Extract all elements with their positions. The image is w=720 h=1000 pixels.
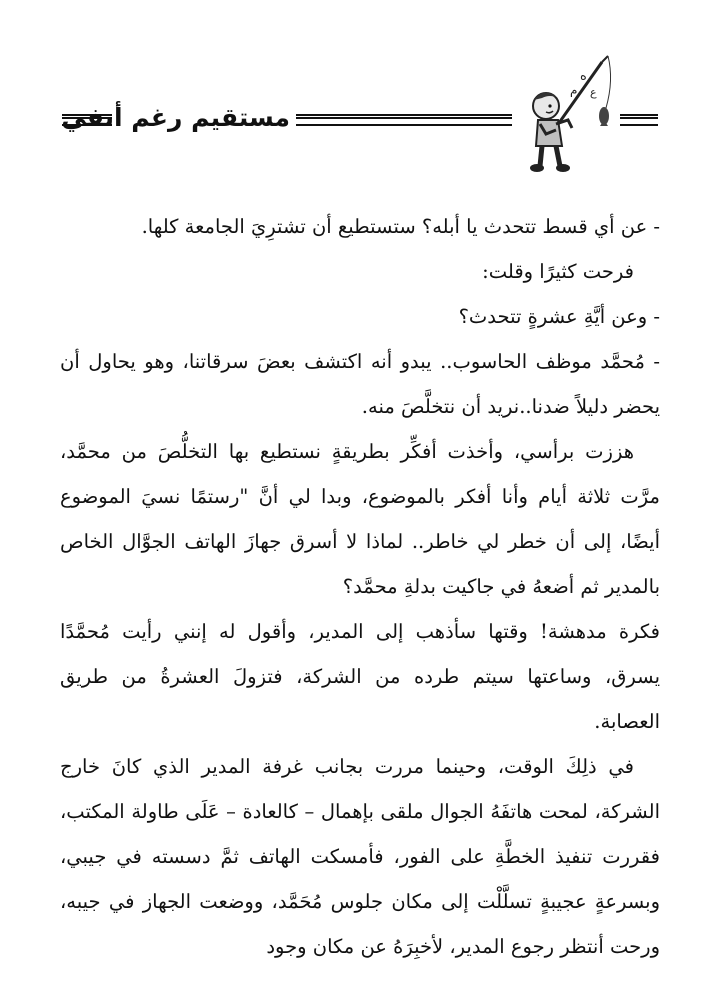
boy-fishing-icon [516,50,620,174]
svg-text:ه: ه [580,69,587,84]
narration-paragraph-1: هززت برأسي، وأخذت أفكِّر بطريقةٍ نستطيع بها التخلُّصَ من محمَّد، مرَّت ثلاثة أيام وأنا أفكر بالموضوع، وبدا لي أنَّ "رستمًا نسيَ الموضوع أيضًا، إلى أن خطر لي خاطر.. لماذا لا أسرق جهازَ الهاتف الجوَّال الخاص بالمدير ثم أضعهُ في جاكيت بدلةِ محمَّد؟ [60,440,660,598]
decorative-rule-middle [296,114,512,126]
story-body [60,204,660,969]
svg-text:ع: ع [590,86,597,99]
narration-line-1: فرحت كثيرًا وقلت: [482,260,634,283]
narration-paragraph-3: في ذلِكَ الوقت، وحينما مررت بجانب غرفة المدير الذي كانَ خارج الشركة، لمحت هاتفَهُ الجوال ملقى بإهمال – كالعادة – عَلَى طاولة المكتب، فقررت تنفيذ الخطَّةِ على الفور، فأمسكت الهاتف ثمَّ دسسته في جيبي، وبسرعةٍ عجيبةٍ تسلَّلْت إلى مكان جلوس مُحَمَّد، ووضعت الجهاز في جيبه، ورحت أنتظر رجوع المدير، لأخبِرَهُ عن مكان وجود [60,755,660,958]
page-title: مستقيم رغم أنفي [61,103,290,132]
decorative-rule-right [620,114,658,126]
dialogue-line-2: - وعن أيَّةِ عشرةٍ تتحدث؟ [458,305,660,328]
page-header [0,50,720,180]
dialogue-line-3: - مُحمَّد موظف الحاسوب.. يبدو أنه اكتشف بعضَ سرقاتنا، وهو يحاول أن يحضر دليلاً ضدنا..نريد أن نتخلَّصَ منه. [60,350,660,418]
dialogue-line-1: - عن أي قسط تتحدث يا أبله؟ ستستطيع أن تشترِيَ الجامعة كلها. [141,215,660,238]
narration-paragraph-2: فكرة مدهشة! وقتها سأذهب إلى المدير، وأقول له إنني رأيت مُحمَّدًا يسرق، وساعتها سيتم طرده من الشركة، فتزولَ العشرةُ من طريق العصابة. [60,620,660,733]
svg-text:م: م [570,83,578,97]
